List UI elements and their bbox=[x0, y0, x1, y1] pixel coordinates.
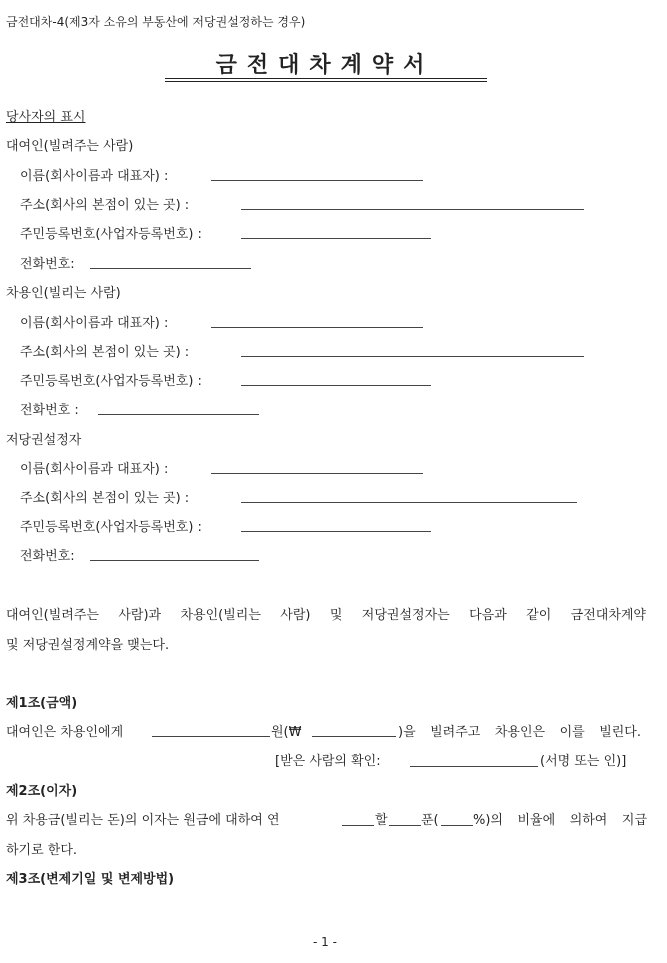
document-title: 금전대차계약서 bbox=[215, 53, 435, 78]
mortgagor-id-label: 주민등록번호(사업자등록번호) : bbox=[20, 520, 202, 535]
interest-percent-field[interactable] bbox=[441, 825, 473, 826]
mortgagor-heading: 저당권설정자 bbox=[6, 433, 82, 448]
article-3-heading: 제3조(변제기일 및 변제방법) bbox=[6, 872, 175, 887]
borrower-phone-field[interactable] bbox=[98, 414, 259, 415]
article-2-text-c: 푼( bbox=[421, 813, 439, 828]
article-1-heading: 제1조(금액) bbox=[6, 696, 78, 711]
intro-line-1: 대여인(빌려주는 사람)과 차용인(빌리는 사람) 및 저당권설정자는 다음과 같이 금전대차계약 bbox=[6, 608, 646, 623]
mortgagor-phone-label: 전화번호: bbox=[20, 549, 75, 564]
lender-address-label: 주소(회사의 본점이 있는 곳) : bbox=[20, 198, 190, 213]
borrower-name-field[interactable] bbox=[211, 327, 423, 328]
article-2-heading: 제2조(이자) bbox=[6, 784, 78, 799]
article-1-text-c: )을 빌려주고 차용인은 이를 빌린다. bbox=[398, 725, 641, 740]
borrower-name-label: 이름(회사이름과 대표자) : bbox=[20, 316, 169, 331]
lender-phone-label: 전화번호: bbox=[20, 257, 75, 272]
lender-address-field[interactable] bbox=[241, 209, 584, 210]
lender-id-field[interactable] bbox=[241, 238, 431, 239]
title-underline bbox=[165, 78, 487, 79]
page-number: - 1 - bbox=[313, 935, 337, 949]
title-underline-double bbox=[165, 81, 487, 82]
article-2-text-a: 위 차용금(빌리는 돈)의 이자는 원금에 대하여 연 bbox=[6, 813, 280, 828]
lender-name-label: 이름(회사이름과 대표자) : bbox=[20, 169, 169, 184]
interest-pun-field[interactable] bbox=[389, 825, 421, 826]
borrower-heading: 차용인(빌리는 사람) bbox=[6, 286, 121, 301]
article-2-line-2: 하기로 한다. bbox=[6, 843, 78, 858]
receipt-confirm-close: (서명 또는 인)] bbox=[540, 754, 627, 769]
mortgagor-phone-field[interactable] bbox=[90, 560, 259, 561]
mortgagor-id-field[interactable] bbox=[241, 531, 431, 532]
article-1-text-a: 대여인은 차용인에게 bbox=[6, 725, 124, 740]
lender-heading: 대여인(빌려주는 사람) bbox=[6, 139, 134, 154]
mortgagor-name-field[interactable] bbox=[211, 473, 423, 474]
parties-heading: 당사자의 표시 bbox=[6, 110, 86, 125]
article-2-text-b: 할 bbox=[375, 813, 388, 828]
borrower-address-field[interactable] bbox=[241, 356, 584, 357]
mortgagor-address-label: 주소(회사의 본점이 있는 곳) : bbox=[20, 491, 190, 506]
receiver-signature-field[interactable] bbox=[410, 766, 538, 767]
lender-name-field[interactable] bbox=[211, 180, 423, 181]
mortgagor-name-label: 이름(회사이름과 대표자) : bbox=[20, 462, 169, 477]
article-1-text-b: 원(₩ bbox=[271, 725, 302, 740]
form-code: 금전대차-4(제3자 소유의 부동산에 저당권설정하는 경우) bbox=[6, 15, 306, 29]
borrower-id-label: 주민등록번호(사업자등록번호) : bbox=[20, 374, 202, 389]
interest-hal-field[interactable] bbox=[342, 825, 374, 826]
borrower-address-label: 주소(회사의 본점이 있는 곳) : bbox=[20, 345, 190, 360]
receipt-confirm-open: [받은 사람의 확인: bbox=[275, 754, 381, 769]
lender-phone-field[interactable] bbox=[90, 268, 251, 269]
mortgagor-address-field[interactable] bbox=[241, 502, 577, 503]
intro-line-2: 및 저당권설정계약을 맺는다. bbox=[6, 638, 170, 653]
borrower-id-field[interactable] bbox=[241, 385, 431, 386]
amount-korean-field[interactable] bbox=[152, 736, 270, 737]
amount-number-field[interactable] bbox=[312, 736, 396, 737]
borrower-phone-label: 전화번호 : bbox=[20, 403, 79, 418]
article-2-text-d: %)의 비율에 의하여 지급 bbox=[473, 813, 647, 828]
lender-id-label: 주민등록번호(사업자등록번호) : bbox=[20, 227, 202, 242]
